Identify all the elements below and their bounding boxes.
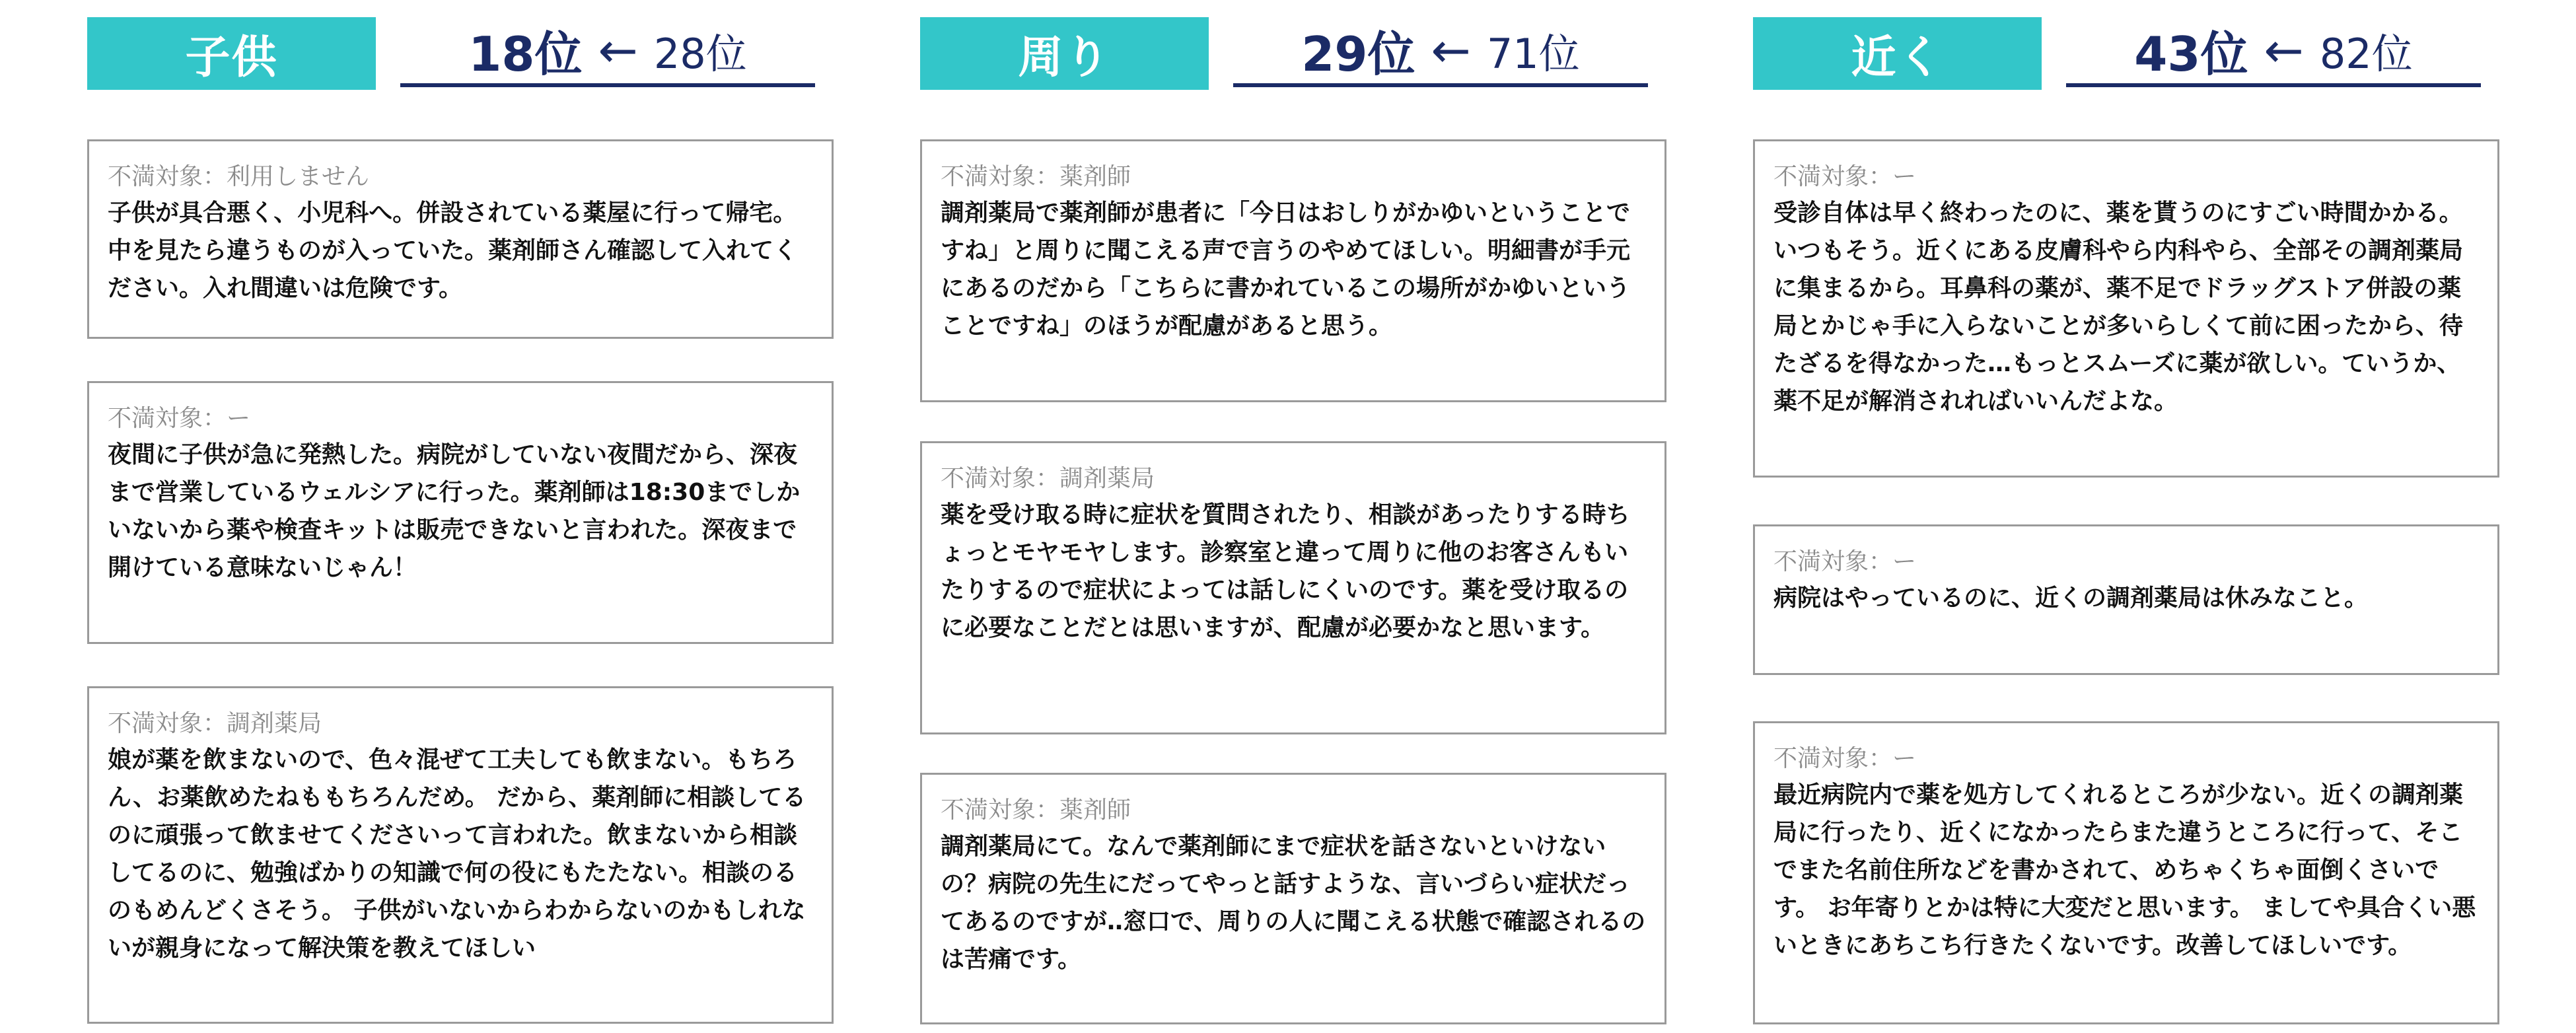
complaint-card	[87, 139, 834, 339]
complaint-card	[920, 139, 1666, 402]
complaint-text: 受診自体は早く終わったのに、薬を貰うのにすごい時間かかる。いつもそう。近くにある皮膚科やら内科やら、全部その調剤薬局に集まるから。耳鼻科の薬が、薬不足でドラッグストア併設の薬局とかじゃ手に入らないことが多いらしくて前に困ったから、待たざるを得なかった…もっとスムーズに薬が欲しい。ていうか、薬不足が解消されればいいんだよな。	[1773, 199, 2464, 415]
complaint-target: 不満対象：利用しません	[108, 163, 370, 190]
column-header	[1753, 17, 2513, 90]
rank-change	[1233, 17, 1648, 87]
complaint-target: 不満対象：薬剤師	[941, 797, 1131, 824]
rank-change	[400, 17, 815, 87]
complaint-text: 薬を受け取る時に症状を質問されたり、相談があったりする時ちょっとモヤモヤします。診察室と違って周りに他のお客さんもいたりするので症状によっては話しにくいのです。薬を受け取るのに必要なことだとは思いますが、配慮が必要かなと思います。	[941, 501, 1630, 641]
complaint-text: 子供が具合悪く、小児科へ。併設されている薬屋に行って帰宅。中を見たら違うものが入っていた。薬剤師さん確認して入れてください。入れ間違いは危険です。	[108, 199, 798, 302]
rank-change	[2066, 17, 2481, 87]
complaint-target: 不満対象：調剤薬局	[108, 710, 322, 737]
complaint-text: 調剤薬局にて。なんで薬剤師にまで症状を話さないといけないの？病院の先生にだってやっと話すような、言いづらい症状だってあるのですが‥窓口で、周りの人に聞こえる状態で確認されるのは苦痛です。	[941, 833, 1646, 973]
complaint-text: 夜間に子供が急に発熱した。病院がしていない夜間だから、深夜まで営業しているウェルシアに行った。薬剤師は18:30までしかいないから薬や検査キットは販売できないと言われた。深夜まで開けている意味ないじゃん！	[108, 441, 801, 581]
complaint-card	[87, 686, 834, 1024]
rank-current: 18位	[468, 26, 583, 82]
rank-current: 43位	[2134, 26, 2248, 82]
column-chikaku	[1753, 0, 2513, 1033]
left-arrow-icon: ←	[1431, 22, 1471, 78]
keyword-label: 近く	[1753, 17, 2042, 90]
rank-previous: 28位	[653, 29, 747, 78]
rank-previous: 82位	[2319, 29, 2413, 78]
complaint-card	[1753, 139, 2499, 478]
complaint-target: 不満対象：ー	[1773, 548, 1917, 575]
column-mawari	[920, 0, 1680, 1033]
complaint-text: 病院はやっているのに、近くの調剤薬局は休みなこと。	[1773, 585, 2369, 612]
complaint-card	[1753, 524, 2499, 675]
left-arrow-icon: ←	[2264, 22, 2304, 78]
complaint-card	[1753, 721, 2499, 1024]
complaint-card	[920, 773, 1666, 1024]
keyword-label: 周り	[920, 17, 1209, 90]
column-header	[920, 17, 1680, 90]
complaint-target: 不満対象：ー	[1773, 163, 1917, 190]
complaint-target: 不満対象：ー	[108, 405, 251, 432]
rank-current: 29位	[1301, 26, 1415, 82]
keyword-label: 子供	[87, 17, 376, 90]
complaint-text: 娘が薬を飲まないので、色々混ぜて工夫しても飲まない。もちろん、お薬飲めたねももちろんだめ。 だから、薬剤師に相談してるのに頑張って飲ませてくださいって言われた。飲まないから相談してるのに、勉強ばかりの知識で何の役にもたたない。相談のるのもめんどくさそう。 子供がいないからわからないのかもしれないが親身になって解決策を教えてほしい	[108, 746, 806, 962]
left-arrow-icon: ←	[598, 22, 638, 78]
complaint-target: 不満対象：薬剤師	[941, 163, 1131, 190]
column-header	[87, 17, 847, 90]
complaint-text: 調剤薬局で薬剤師が患者に「今日はおしりがかゆいということですね」と周りに聞こえる声で言うのやめてほしい。明細書が手元にあるのだから「こちらに書かれているこの場所がかゆいということですね」のほうが配慮があると思う。	[941, 199, 1631, 339]
complaint-text: 最近病院内で薬を処方してくれるところが少ない。近くの調剤薬局に行ったり、近くになかったらまた違うところに行って、そこでまた名前住所などを書かされて、めちゃくちゃ面倒くさいです。 お年寄りとかは特に大変だと思います。 ましてや具合くい悪いときにあちこち行きたくないです。改善してほしいです。	[1773, 781, 2476, 959]
complaint-target: 不満対象：ー	[1773, 745, 1917, 772]
complaint-card	[920, 441, 1666, 734]
complaint-target: 不満対象：調剤薬局	[941, 465, 1155, 492]
column-kodomo	[87, 0, 847, 1033]
complaint-card	[87, 381, 834, 644]
rank-previous: 71位	[1486, 29, 1580, 78]
